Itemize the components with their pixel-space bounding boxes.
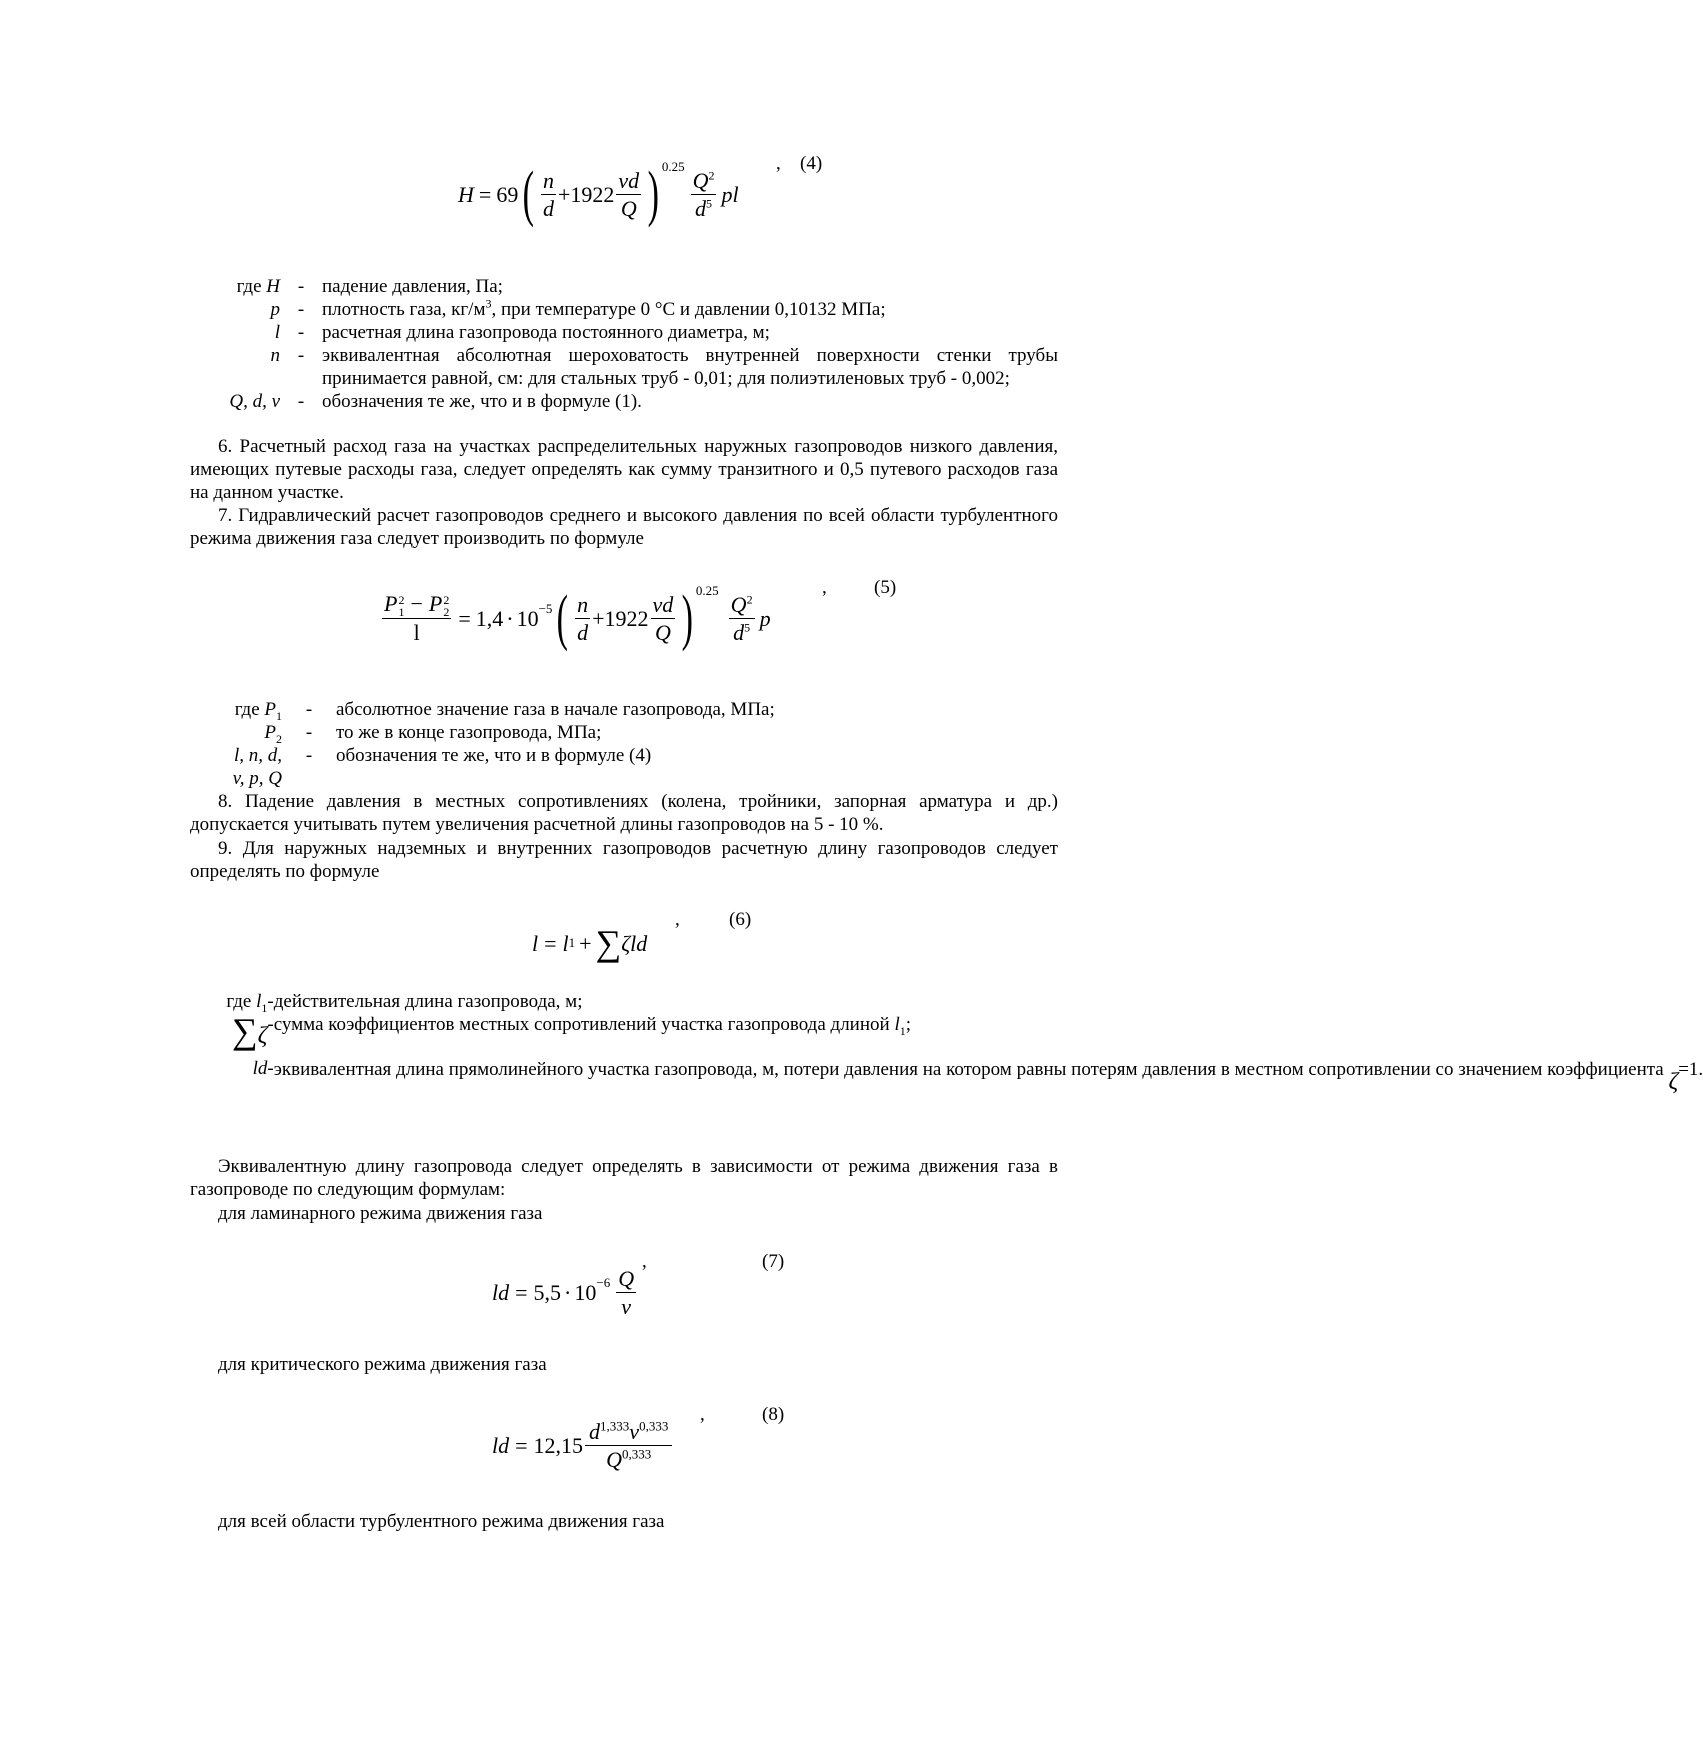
def6-text-sum bbox=[274, 1013, 1703, 1057]
formula8-vexp: 0,333 bbox=[639, 1418, 669, 1434]
formula5-frac-vdq bbox=[651, 591, 676, 646]
formula7-dot: · bbox=[564, 1280, 572, 1305]
def6-term-l1-sub: 1 bbox=[261, 1000, 268, 1015]
def5-row-p2 bbox=[190, 721, 775, 744]
def4-row-p bbox=[190, 298, 1058, 321]
formula5-d: d bbox=[577, 619, 589, 645]
formula4-tail: pl bbox=[721, 181, 739, 207]
formula5-dot: · bbox=[506, 605, 514, 631]
formula4-number: (4) bbox=[800, 153, 823, 174]
def5-term-p2-sub: 2 bbox=[276, 731, 282, 746]
formula4-frac-q2d5 bbox=[691, 167, 717, 222]
def5-row-p1 bbox=[190, 698, 775, 721]
def5-dash: - bbox=[305, 699, 313, 720]
formula5-frac-q2d5 bbox=[729, 591, 755, 646]
formula-5 bbox=[380, 582, 771, 652]
def4-text-h: падение давления, Па; bbox=[322, 276, 503, 297]
formula8-frac bbox=[585, 1418, 672, 1473]
formula5-p1-sub: 1 bbox=[398, 604, 405, 619]
formula6-sum-icon: ∑ bbox=[595, 923, 622, 963]
definitions-4 bbox=[190, 275, 1058, 413]
formula-8 bbox=[492, 1418, 674, 1473]
formula5-p1-sq: 2 bbox=[398, 592, 405, 607]
formula6-comma: , bbox=[675, 909, 680, 930]
def4-dash: - bbox=[297, 299, 305, 320]
formula4-eq: = bbox=[478, 181, 492, 207]
formula4-n: n bbox=[542, 167, 554, 193]
laminar-label: для ламинарного режима движения газа bbox=[218, 1203, 543, 1224]
formula4-five: 5 bbox=[706, 196, 712, 211]
formula4-lparen: ( bbox=[522, 160, 535, 228]
definitions-6 bbox=[190, 990, 1703, 1095]
formula8-number: (8) bbox=[762, 1404, 785, 1425]
def4-text-p-b: , при температуре 0 °С и давлении 0,10132 МПа; bbox=[491, 299, 886, 320]
formula5-five: 5 bbox=[744, 620, 751, 635]
def6-text-l1: действительная длина газопровода, м; bbox=[273, 991, 583, 1012]
formula7-comma: , bbox=[642, 1251, 647, 1272]
paragraph-7: 7. Гидравлический расчет газопроводов среднего и высокого давления по всей области турбулентного режима движения газа следует производить по формуле bbox=[190, 505, 1058, 549]
formula5-1922: 1922 bbox=[604, 605, 649, 631]
def5-dash: - bbox=[305, 722, 313, 743]
formula4-vd: vd bbox=[618, 167, 640, 193]
formula5-p1: P bbox=[384, 591, 398, 617]
formula5-comma: , bbox=[822, 577, 827, 598]
def4-row-h bbox=[190, 275, 1058, 298]
formula8-dexp: 1,333 bbox=[600, 1418, 630, 1434]
formula5-exp: 0.25 bbox=[695, 582, 719, 598]
formula8-d: d bbox=[589, 1419, 601, 1444]
formula8-v: v bbox=[629, 1419, 640, 1444]
formula4-plus: + bbox=[557, 181, 571, 207]
def6-dash: - bbox=[267, 1058, 274, 1079]
formula5-expm5: −5 bbox=[538, 600, 553, 616]
formula4-q2: Q bbox=[692, 167, 709, 193]
def6-text-sum-b: ; bbox=[905, 1014, 911, 1035]
formula5-frac-lhs bbox=[382, 590, 451, 646]
formula6-l: l bbox=[532, 930, 539, 956]
def5-dash bbox=[282, 767, 336, 790]
def4-term-l: l bbox=[274, 322, 280, 343]
def5-prefix: где bbox=[234, 699, 265, 720]
def5-text-p1: абсолютное значение газа в начале газопровода, МПа; bbox=[336, 699, 775, 720]
formula4-coef: 69 bbox=[496, 181, 519, 207]
formula5-q: Q bbox=[654, 619, 671, 645]
formula6-zeta: ζ bbox=[621, 930, 631, 956]
formula7-q: Q bbox=[618, 1266, 635, 1291]
formula7-frac bbox=[616, 1265, 636, 1320]
def4-term-qdv: Q, d, v bbox=[229, 391, 280, 412]
formula8-eq: = bbox=[515, 1433, 528, 1458]
formula7-exp: −6 bbox=[596, 1275, 611, 1290]
def5-term-p2: P bbox=[264, 722, 276, 743]
formula4-d5: d bbox=[695, 195, 706, 221]
formula4-d: d bbox=[542, 195, 554, 221]
formula6-ld: ld bbox=[630, 930, 648, 956]
formula8-coef: 12,15 bbox=[533, 1433, 584, 1458]
def6-dash: - bbox=[267, 991, 274, 1012]
def6-row-l1 bbox=[190, 990, 1703, 1013]
def5-dash: - bbox=[305, 745, 313, 766]
def6-prefix: где bbox=[226, 991, 257, 1012]
formula5-plus: + bbox=[592, 605, 605, 631]
formula5-minus: − bbox=[410, 591, 423, 617]
def4-text-p bbox=[322, 298, 1058, 321]
def4-term-p: p bbox=[270, 299, 280, 320]
formula4-sq: 2 bbox=[708, 168, 715, 183]
def5-text-p2: то же в конце газопровода, МПа; bbox=[336, 722, 602, 743]
def4-text-qdv: обозначения те же, что и в формуле (1). bbox=[322, 391, 642, 412]
def6-term-l1: l bbox=[256, 991, 262, 1012]
formula5-q2-sq: 2 bbox=[746, 592, 753, 607]
def6-text-ld-a: эквивалентная длина прямолинейного участка газопровода, м, потери давления на котором равны потерям давления в местном сопротивлении со значением коэффициента bbox=[273, 1059, 1669, 1080]
formula5-coef: 1,4 bbox=[475, 605, 504, 631]
formula5-p2-sq: 2 bbox=[443, 592, 450, 607]
def4-text-p-sup: 3 bbox=[485, 296, 492, 311]
formula6-plus: + bbox=[579, 930, 592, 956]
formula6-l1: l bbox=[562, 930, 569, 956]
formula5-vd: vd bbox=[652, 591, 674, 617]
def6-term-ld: ld bbox=[252, 1058, 268, 1079]
def6-text-sum-a: сумма коэффициентов местных сопротивлений участка газопровода длиной bbox=[273, 1014, 895, 1035]
formula8-comma: , bbox=[700, 1404, 705, 1425]
formula4-q: Q bbox=[620, 195, 637, 221]
formula4-comma: , bbox=[776, 153, 781, 174]
formula5-q2: Q bbox=[730, 591, 747, 617]
def4-text-n: эквивалентная абсолютная шероховатость внутренней поверхности стенки трубы принимается равной, см: для стальных труб - 0,01; для полиэтиленовых труб - 0,002; bbox=[322, 345, 1058, 389]
def5-term-p1-sub: 1 bbox=[276, 708, 282, 723]
def4-term-n: n bbox=[270, 345, 280, 366]
formula6-eq: = bbox=[544, 930, 557, 956]
formula5-eq: = bbox=[458, 605, 471, 631]
formula4-frac-nd bbox=[541, 167, 556, 222]
def5-row-lnd bbox=[190, 744, 775, 767]
def6-text-ld-zeta: ζ bbox=[1668, 1069, 1679, 1095]
def6-text-sum-sub: 1 bbox=[899, 1023, 906, 1038]
formula4-1922: 1922 bbox=[570, 181, 615, 207]
formula-4 bbox=[458, 158, 739, 228]
def5-term-lnd: l, n, d, bbox=[233, 745, 282, 766]
def5-text-lnd: обозначения те же, что и в формуле (4) bbox=[336, 745, 652, 766]
formula4-exp: 0.25 bbox=[661, 158, 685, 174]
def6-text-ld-b: =1. bbox=[1678, 1059, 1703, 1080]
def4-row-qdv bbox=[190, 390, 1058, 413]
paragraph-6: 6. Расчетный расход газа на участках распределительных наружных газопроводов низкого давления, имеющих путевые расходы газа, следует определять как сумму транзитного и 0,5 путевого расходов газа на данном участке. bbox=[190, 436, 1058, 503]
formula5-p2: P bbox=[428, 591, 443, 617]
formula7-coef: 5,5 bbox=[533, 1280, 562, 1305]
def6-row-ld bbox=[190, 1057, 1703, 1081]
formula-7 bbox=[492, 1265, 638, 1320]
formula8-q: Q bbox=[606, 1447, 622, 1472]
formula4-frac-vdq bbox=[616, 167, 641, 222]
def5-term-p1: P bbox=[264, 699, 276, 720]
def6-dash: - bbox=[267, 1014, 274, 1035]
def4-dash: - bbox=[297, 276, 305, 297]
formula5-den: l bbox=[413, 619, 420, 645]
paragraph-equivalent: Эквивалентную длину газопровода следует определять в зависимости от режима движения газа в газопроводе по следующим формулам: bbox=[190, 1156, 1058, 1200]
def4-text-l: расчетная длина газопровода постоянного диаметра, м; bbox=[322, 322, 770, 343]
paragraph-9: 9. Для наружных надземных и внутренних газопроводов расчетную длину газопроводов следует определять по формуле bbox=[190, 838, 1058, 882]
formula8-qexp: 0,333 bbox=[622, 1446, 652, 1462]
critical-label: для критического режима движения газа bbox=[218, 1354, 547, 1375]
formula7-eq: = bbox=[515, 1280, 528, 1305]
formula5-d5: d bbox=[733, 619, 745, 645]
def6-sum-icon: ∑ bbox=[232, 1011, 258, 1051]
formula4-lhs: H bbox=[458, 181, 474, 207]
def5-text-vpq bbox=[336, 767, 775, 790]
formula5-ten: 10 bbox=[516, 605, 539, 631]
formula8-ld: ld bbox=[492, 1433, 510, 1458]
paragraph-8: 8. Падение давления в местных сопротивлениях (колена, тройники, запорная арматура и др.) допускается учитывать путем увеличения расчетной длины газопроводов на 5 - 10 %. bbox=[190, 791, 1058, 835]
def4-dash: - bbox=[297, 345, 305, 366]
def4-row-l bbox=[190, 321, 1058, 344]
def6-zeta: ζ bbox=[257, 1023, 268, 1049]
def6-row-sum bbox=[190, 1013, 1703, 1057]
def5-row-vpq bbox=[190, 767, 775, 790]
def4-dash: - bbox=[297, 322, 305, 343]
definitions-5 bbox=[190, 698, 775, 790]
formula5-rparen: ) bbox=[681, 584, 694, 652]
def4-row-n bbox=[190, 344, 1058, 390]
def6-text-sum-term: l bbox=[894, 1014, 900, 1035]
formula5-number: (5) bbox=[874, 577, 897, 598]
formula6-number: (6) bbox=[729, 909, 752, 930]
def4-prefix: где bbox=[236, 276, 267, 297]
formula5-tail: p bbox=[759, 605, 771, 631]
formula5-lparen: ( bbox=[557, 584, 569, 652]
formula5-frac-nd bbox=[575, 591, 590, 646]
turbulent-label: для всей области турбулентного режима движения газа bbox=[218, 1511, 665, 1532]
def5-term-vpq: v, p, Q bbox=[232, 768, 282, 789]
formula7-v: v bbox=[621, 1294, 632, 1319]
formula7-ld: ld bbox=[492, 1280, 510, 1305]
def4-text-p-a: плотность газа, кг/м bbox=[322, 299, 486, 320]
formula5-n: n bbox=[577, 591, 589, 617]
formula7-number: (7) bbox=[762, 1251, 785, 1272]
formula-6: l = l 1 + ∑ ζ ld bbox=[532, 923, 648, 963]
def4-dash: - bbox=[297, 391, 305, 412]
formula7-ten: 10 bbox=[574, 1280, 597, 1305]
def4-term-h: H bbox=[266, 276, 280, 297]
formula5-p2-sub: 2 bbox=[443, 604, 450, 619]
formula4-rparen: ) bbox=[647, 160, 660, 228]
def6-text-ld bbox=[273, 1057, 1703, 1095]
